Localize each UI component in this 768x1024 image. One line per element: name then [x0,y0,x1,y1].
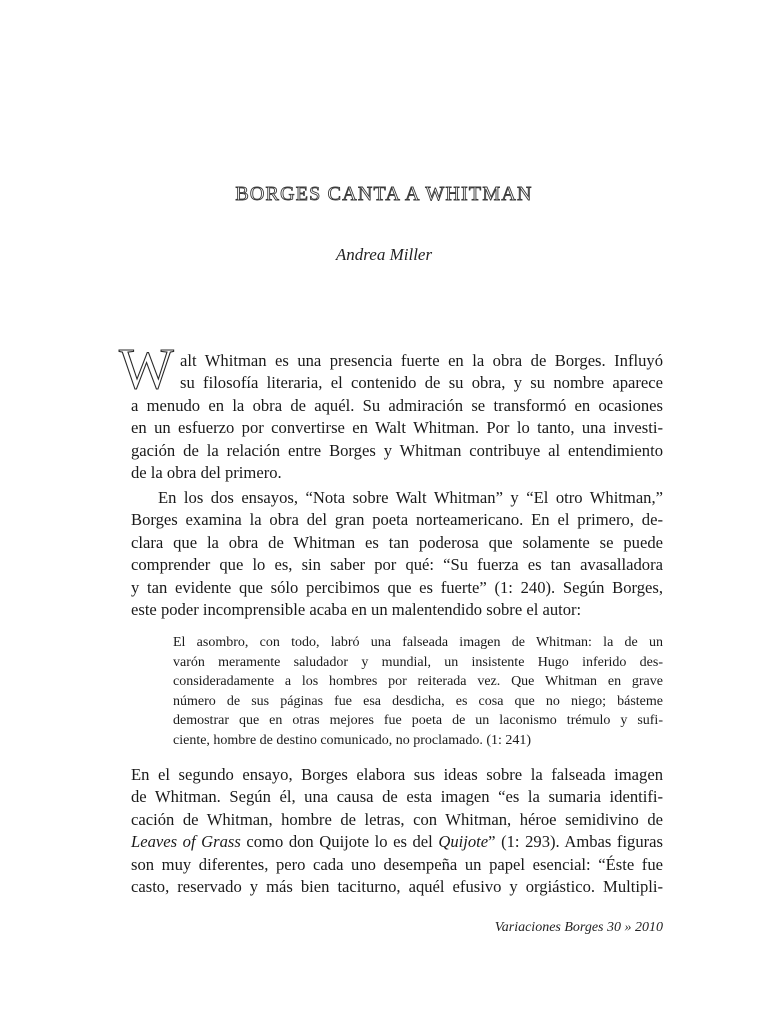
paragraph-1 [131,350,663,484]
book-title-quijote: Quijote [438,832,489,852]
drop-cap: W [119,336,174,401]
paragraph-line: este poder incomprensible acaba en un malentendido sobre el autor: [131,600,582,620]
text-segment: como don Quijote lo es del [240,832,439,852]
paragraph-line: y tan evidente que sólo percibimos que es fuerte” (1: 240). Según Borges, [131,577,663,597]
quote-line: demostrar que en otras mejores fue poeta de un laconismo trémulo y sufi- [173,713,663,729]
paragraph-line: comprender que lo es, sin saber por qué: “Su fuerza es tan avasalladora [131,555,663,575]
paragraph-line: casto, reservado y más bien taciturno, aquél efusivo y orgiástico. Multipli- [131,877,663,897]
quote-line: ciente, hombre de destino comunicado, no proclamado. (1: 241) [173,732,532,748]
paragraph-line: cación de Whitman, hombre de letras, con Whitman, héroe semidivino de [131,809,663,829]
paragraph-line: clara que la obra de Whitman es tan poderosa que solamente se puede [131,532,663,552]
quote-line: consideradamente a los hombres por reiterada vez. Que Whitman en grave [173,674,663,690]
paragraph-line: En los dos ensayos, “Nota sobre Walt Whitman” y “El otro Whitman,” [158,488,663,507]
text-segment: ” (1: 293). Ambas figuras [488,832,663,852]
author-name: Andrea Miller [335,245,433,264]
quote-line: El asombro, con todo, labró una falseada imagen de Whitman: la de un [173,635,663,650]
paragraph-2 [131,487,663,621]
paragraph-line: En el segundo ensayo, Borges elabora sus ideas sobre la falseada imagen [131,765,663,784]
paragraph-line: de Whitman. Según él, una causa de esta imagen “es la sumaria identifi- [131,787,663,807]
quote-line: número de sus páginas fue esa desdicha, es cosa que no niego; básteme [173,693,663,709]
quote-line: varón meramente saludador y mundial, un insistente Hugo inferido des- [173,654,663,670]
paragraph-line: su filosofía literaria, el contenido de su obra, y su nombre aparece [180,373,663,393]
paragraph-line: Borges examina la obra del gran poeta norteamericano. En el primero, de- [131,510,663,530]
page-footer: Variaciones Borges 30 » 2010 [494,920,663,935]
paragraph-line: en un esfuerzo por convertirse en Walt Whitman. Por lo tanto, una investi- [131,418,663,438]
paragraph-line: de la obra del primero. [131,463,282,483]
book-title-leaves: Leaves of Grass [131,832,241,852]
paragraph-3 [131,764,663,898]
paragraph-line: gación de la relación entre Borges y Whitman contribuye al entendimiento [131,440,663,460]
paragraph-line [131,831,663,853]
paragraph-line: son muy diferentes, pero cada uno desempeña un papel esencial: “Éste fue [131,854,663,874]
block-quote [173,633,663,751]
paragraph-line: a menudo en la obra de aquél. Su admiración se transformó en ocasiones [131,395,663,415]
page-title: BORGES CANTA A WHITMAN [235,183,533,205]
paragraph-line: alt Whitman es una presencia fuerte en la obra de Borges. Influyó [180,351,663,370]
